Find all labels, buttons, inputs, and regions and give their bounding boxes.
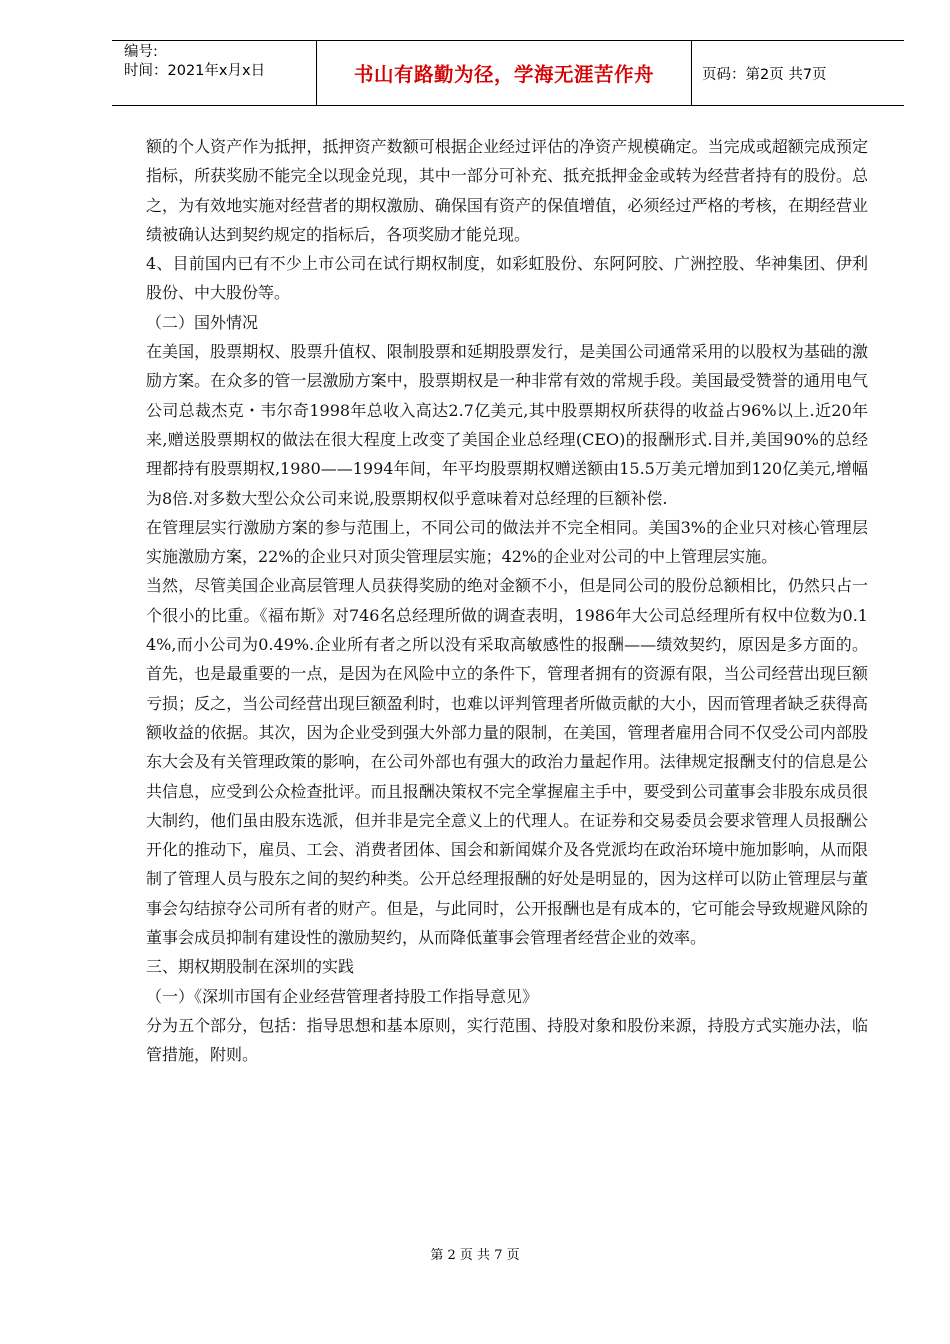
header-motto: 书山有路勤为径，学海无涯苦作舟 [316,41,692,105]
header-meta [112,41,316,105]
header-time-label: 时间：2021年x月x日 [124,63,266,79]
paragraph-2: 4、目前国内已有不少上市公司在试行期权制度，如彩虹股份、东阿阿胶、广洲控股、华神集团、伊利股份、中大股份等。 [146,254,868,303]
paragraph-6: 分为五个部分，包括：指导思想和基本原则，实行范围、持股对象和股份来源，持股方式实施办法，临管措施，附则。 [146,1015,868,1065]
paragraph-1: 额的个人资产作为抵押，抵押资产数额可根据企业经过评估的净资产规模确定。当完成或超额完成预定指标，所获奖励不能完全以现金兑现，其中一部分可补充、抵充抵押金金或转为经营者持有的股份。总之，为有效地实施对经营者的期权激励、确保国有资产的保值增值，必须经过严格的考核，在期经营业绩被确认达到契约规定的指标后，各项奖励才能兑现。 [146,137,868,244]
paragraph-3: 在美国，股票期权、股票升值权、限制股票和延期股票发行，是美国公司通常采用的以股权为基础的激励方案。在众多的管一层激励方案中，股票期权是一种非常有效的常规手段。美国最受赞誉的通用电气公司总裁杰克・韦尔奇1998年总收入高达2.7亿美元,其中股票期权所获得的收益占96%以上.近20年来,赠送股票期权的做法在很大程度上改变了美国企业总经理(CEO)的报酬形式.目并,美国90%的总经理都持有股票期权,1980——1994年间，年平均股票期权赠送额由15.5万美元增加到120亿美元,增幅为8倍.对多数大型公众公司来说,股票期权似乎意味着对总经理的巨额补偿. [146,342,868,508]
page-footer: 第 2 页 共 7 页 [430,1248,520,1263]
section-heading-shenzhen: 三、期权期股制在深圳的实践 [146,957,355,977]
page-header [112,40,904,106]
paragraph-4: 在管理层实行激励方案的参与范围上，不同公司的做法并不完全相同。美国3%的企业只对核心管理层实施激励方案，22%的企业只对顶尖管理层实施；42%的企业对公司的中上管理层实施。 [146,517,868,567]
header-page-label: 页码：第2页 共7页 [702,66,827,83]
paragraph-5: 当然，尽管美国企业高层管理人员获得奖励的绝对金额不小，但是同公司的股份总额相比，仍然只占一个很小的比重。《福布斯》对746名总经理所做的调查表明，1986年大公司总经理所有权中位数为0.14%,而小公司为0.49%.企业所有者之所以没有采取高敏感性的报酬——绩效契约，原因是多方面的。首先，也是最重要的一点，是因为在风险中立的条件下，管理者拥有的资源有限，当公司经营出现巨额亏损；反之，当公司经营出现巨额盈利时，也难以评判管理者所做贡献的大小，因而管理者缺乏获得高额收益的依据。其次，因为企业受到强大外部力量的限制，在美国，管理者雇用合同不仅受公司内部股东大会及有关管理政策的影响，在公司外部也有强大的政治力量起作用。法律规定报酬支付的信息是公共信息，应受到公众检查批评。而且报酬决策权不完全掌握雇主手中，要受到公司董事会非股东成员很大制约，他们虽由股东选派，但并非是完全意义上的代理人。在证券和交易委员会要求管理人员报酬公开化的推动下，雇员、工会、消费者团体、国会和新闻媒介及各党派均在政治环境中施加影响，从而限制了管理人员与股东之间的契约种类。公开总经理报酬的好处是明显的，因为这样可以防止管理层与董事会勾结掠夺公司所有者的财产。但是，与此同时，公开报酬也是有成本的，它可能会导致规避风除的董事会成员抑制有建设性的激励契约，从而降低董事会管理者经营企业的效率。 [146,576,868,948]
header-code-label: 编号: [124,44,158,60]
document-body [146,132,868,1070]
section-heading-foreign: （二）国外情况 [146,312,259,332]
subsection-heading-guideline: （一）《深圳市国有企业经营管理者持股工作指导意见》 [146,986,539,1006]
